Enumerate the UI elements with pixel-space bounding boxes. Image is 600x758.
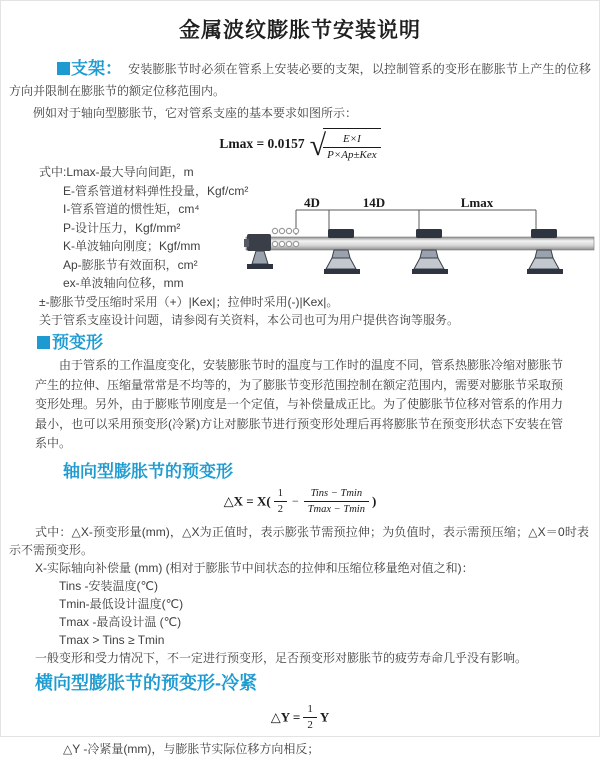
guide-support [324, 229, 360, 274]
page-title: 金属波纹膨胀节安装说明 [179, 19, 421, 42]
dim-label-4d: 4D [304, 195, 320, 210]
support-example-line: 例如对于轴向型膨胀节，它对管系支座的基本要求如图所示： [33, 106, 358, 120]
lateral-formula [1, 703, 599, 733]
lateral-formula-lhs: △Y = [270, 709, 301, 725]
guide-support [412, 229, 448, 274]
lateral-formula-rhs: Y [319, 709, 330, 725]
section-bullet-icon [37, 336, 50, 349]
definition-item: P-设计压力，Kgf/mm² [63, 220, 181, 235]
temp-numerator: Tins − Tmin [304, 487, 369, 502]
predeform-section-heading [37, 334, 599, 353]
definition-where: 式中:Lmax-最大导向间距，m [39, 165, 194, 179]
support-section-heading [57, 60, 122, 77]
lmax-formula-lhs: Lmax = 0.0157 [219, 136, 305, 151]
axial-formula-lhs: △X = X( [223, 493, 271, 509]
dim-label-14d: 14D [362, 195, 386, 210]
lateral-subheading: 横向型膨胀节的预变形-冷紧 [35, 672, 257, 693]
note-line: X-实际轴向补偿量 (mm) (相对于膨胀节中间状态的拉伸和压缩位移量绝对值之和)： [35, 560, 474, 575]
anchor-support [244, 234, 273, 269]
plusminus-note: ±-膨胀节受压缩时采用（+）|Kex|；拉伸时采用(-)|Kex|。 [39, 294, 339, 309]
sqrt-radical-icon: √ [309, 129, 324, 162]
definition-item: K-单波轴向刚度；Kgf/mm [63, 239, 201, 253]
guide-support [527, 229, 563, 274]
temperature-fraction [304, 487, 369, 516]
lateral-note: △Y -冷紧量(mm)，与膨胀节实际位移方向相反； [63, 741, 320, 756]
axial-formula-rparen: ) [371, 493, 377, 509]
lmax-formula [1, 127, 599, 161]
axial-subheading: 轴向型膨胀节的预变形 [63, 461, 233, 481]
support-heading-label: 支架： [71, 59, 122, 78]
note-line: Tins -安装温度(℃) [59, 578, 159, 593]
note-line: Tmax -最高设计温 (℃) [59, 614, 182, 629]
consult-note: 关于管系支座设计问题，请参阅有关资料，本公司也可为用户提供咨询等服务。 [39, 313, 460, 327]
section-bullet-icon [57, 62, 70, 75]
half-denominator: 2 [277, 503, 283, 515]
note-line: Tmax > Tins ≥ Tmin [59, 632, 165, 647]
note-line: 一般变形和受力情况下，不一定进行预变形，足否预变形对膨胀节的疲劳寿命几乎没有影响。 [35, 650, 528, 665]
half-numerator: 1 [303, 703, 317, 718]
one-half-fraction [274, 487, 287, 516]
definition-item: Ap-膨胀节有效面积，cm² [63, 257, 198, 272]
lmax-formula-denominator: P×Ap±Kex [327, 148, 377, 161]
half-numerator: 1 [274, 487, 287, 502]
support-intro-text: 安装膨胀节时必须在管系上安装必要的支架，以控制管系的变形在膨胀节上产生的位移方向并限制在膨胀节的额定位移范围内。 [9, 62, 591, 98]
axial-formula [1, 487, 599, 517]
lmax-formula-radicand [323, 128, 381, 163]
temp-denominator: Tmax − Tmin [307, 503, 365, 515]
predeform-paragraph: 由于管系的工作温度变化，安装膨胀节时的温度与工作时的温度不同，管系热膨胀冷缩对膨胀节产生的拉伸、压缩量常常是不均等的，为了膨胀节变形范围控制在额定范围内，需要对膨胀节采取预变形处理。另外，由于膨账节刚度是一个定值，与补偿量成正比。为了使膨胀节位移对管系的作用力最小，也可以采用预变形(冷紧)方让对膨胀节进行预变形处理后再将膨胀节在预变形状态下安装在管系中。 [35, 358, 564, 451]
support-intro-paragraph [9, 58, 591, 102]
lmax-formula-numerator: E×I [323, 133, 381, 148]
minus-sign: − [291, 493, 299, 508]
definition-item: I-管系管道的惯性矩，cm⁴ [63, 202, 200, 216]
definition-item: ex-单波轴向位移，mm [63, 276, 184, 290]
pipe-diagram-svg [244, 194, 598, 290]
note-line: 式中：△X-预变形量(mm)，△X为正值时，表示膨张节需预拉伸；为负值时，表示需预压缩；△X＝0时表示不需预变形。 [9, 524, 589, 557]
pipe-support-diagram [244, 194, 598, 290]
dim-label-lmax: Lmax [460, 195, 494, 210]
definition-item: E-管系管道材料弹性投量，Kgf/cm² [63, 183, 249, 198]
note-line: Tmin-最低设计温度(℃) [59, 596, 184, 611]
one-half-fraction [303, 703, 317, 732]
predeform-heading-label: 预变形 [52, 332, 103, 352]
axial-notes [1, 523, 599, 667]
half-denominator: 2 [307, 718, 313, 731]
